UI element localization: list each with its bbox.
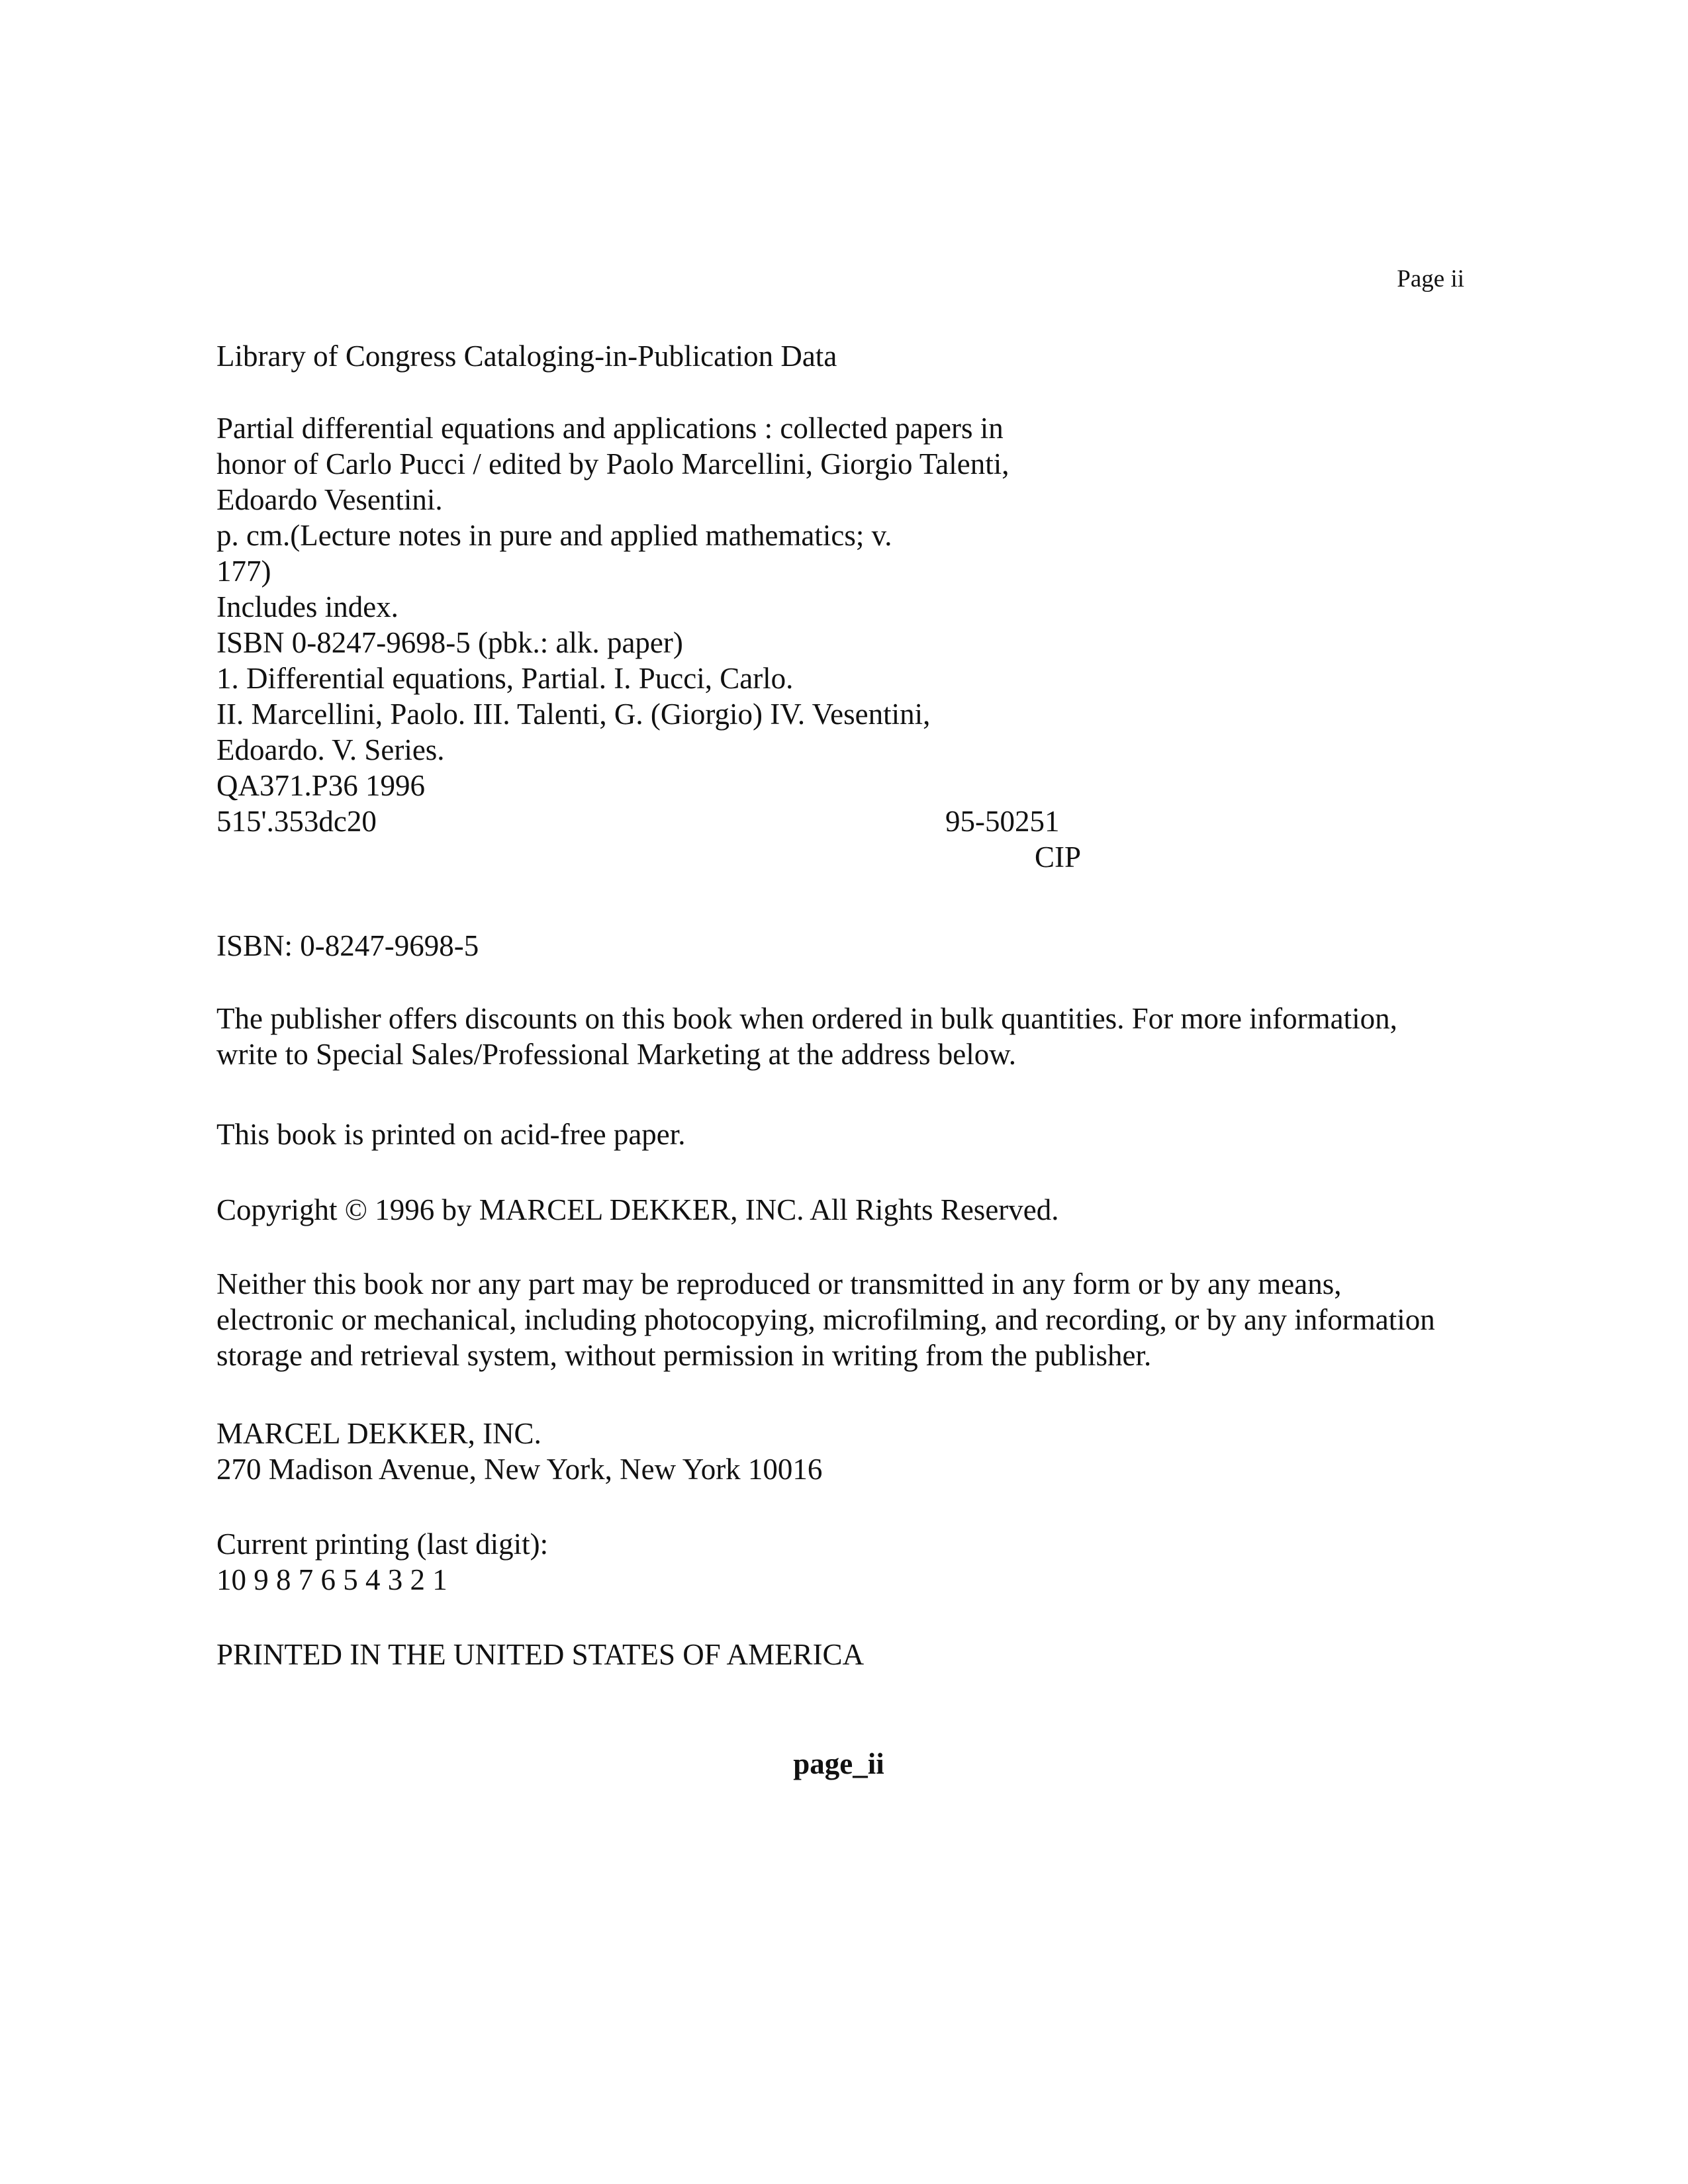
lccn-number: 95-50251 [945, 805, 1060, 838]
bulk-notice-line: The publisher offers discounts on this book when ordered in bulk quantities. For more information, [216, 1002, 1397, 1035]
paper-notice-text: This book is printed on acid-free paper. [216, 1118, 686, 1151]
printing-info [216, 1526, 548, 1598]
rights-notice [216, 1266, 1435, 1373]
page-footer [0, 1746, 1688, 1782]
rights-notice-line: electronic or mechanical, including photocopying, microfilming, and recording, or by any information [216, 1303, 1435, 1336]
cip-line: Includes index. [216, 590, 399, 623]
printing-digits: 10 9 8 7 6 5 4 3 2 1 [216, 1563, 447, 1596]
cip-classification-row [216, 803, 1077, 839]
cip-line: II. Marcellini, Paolo. III. Talenti, G. (Giorgio) IV. Vesentini, [216, 698, 931, 731]
printing-label: Current printing (last digit): [216, 1527, 549, 1561]
publisher-info [216, 1416, 822, 1487]
publisher-name: MARCEL DEKKER, INC. [216, 1417, 541, 1450]
dewey-classification: 515'.353dc20 [216, 805, 377, 838]
cip-line: Partial differential equations and applications : collected papers in [216, 412, 1004, 445]
cip-record [216, 410, 1082, 875]
rights-notice-line: Neither this book nor any part may be reproduced or transmitted in any form or by any means, [216, 1267, 1342, 1300]
bulk-notice-line: write to Special Sales/Professional Marketing at the address below. [216, 1038, 1017, 1071]
running-page-number: Page ii [1397, 265, 1464, 293]
cip-heading-text: Library of Congress Cataloging-in-Publication Data [216, 340, 837, 373]
copyright-notice [216, 1192, 1059, 1228]
printed-in [216, 1637, 864, 1672]
page-footer-label: page_ii [793, 1747, 884, 1780]
cip-line: ISBN 0-8247-9698-5 (pbk.: alk. paper) [216, 626, 683, 659]
publisher-address: 270 Madison Avenue, New York, New York 10016 [216, 1453, 823, 1486]
rights-notice-line: storage and retrieval system, without permission in writing from the publisher. [216, 1339, 1152, 1372]
cip-line: 1. Differential equations, Partial. I. Pucci, Carlo. [216, 662, 794, 695]
cip-heading [216, 338, 837, 374]
cip-line: Edoardo. V. Series. [216, 733, 445, 766]
cip-line: Edoardo Vesentini. [216, 483, 443, 516]
cip-line: 177) [216, 555, 271, 588]
cip-line: honor of Carlo Pucci / edited by Paolo Marcellini, Giorgio Talenti, [216, 447, 1009, 480]
cip-mark: CIP [1035, 841, 1082, 874]
cip-line: p. cm.(Lecture notes in pure and applied mathematics; v. [216, 519, 892, 552]
printed-in-text: PRINTED IN THE UNITED STATES OF AMERICA [216, 1638, 865, 1671]
copyright-text: Copyright © 1996 by MARCEL DEKKER, INC. All Rights Reserved. [216, 1193, 1059, 1226]
isbn-text: ISBN: 0-8247-9698-5 [216, 929, 479, 962]
cip-mark-row [216, 839, 1082, 875]
isbn-line [216, 928, 479, 964]
bulk-notice [216, 1001, 1397, 1072]
cip-line: QA371.P36 1996 [216, 769, 426, 802]
paper-notice [216, 1116, 686, 1152]
